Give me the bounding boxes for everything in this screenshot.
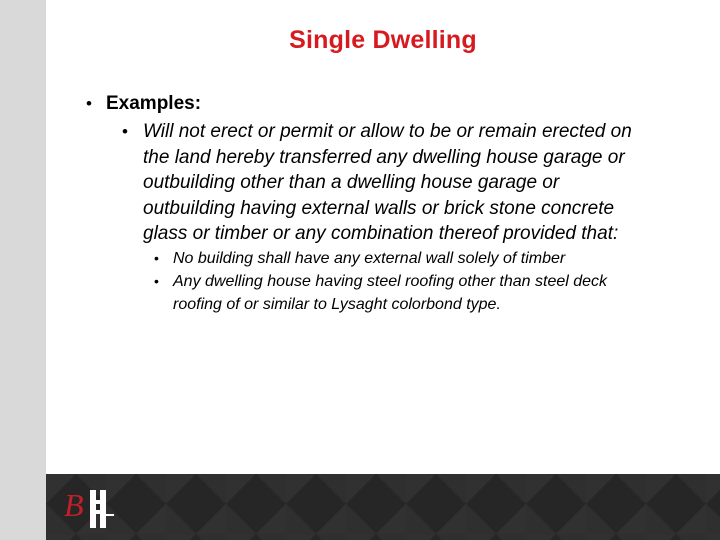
- bullet-level2-text: Will not erect or permit or allow to be or remain erected on the land hereby transferred any dwelling house garage or outbuilding other than a dwelling house garage or outbuilding having external walls or brick stone concrete glass or timber or any combination thereof provided that:: [143, 121, 632, 245]
- bw-logo-icon: [62, 480, 122, 536]
- bullet-level2: [122, 119, 646, 247]
- bullet-level3-text: No building shall have any external wall solely of timber: [173, 249, 566, 267]
- bullet-dot-icon: •: [86, 94, 92, 113]
- slide-content: [86, 90, 646, 316]
- bullet-level1: [86, 90, 646, 118]
- left-sidebar-bar: [0, 0, 46, 540]
- bullet-level3-text: Any dwelling house having steel roofing other than steel deck roofing of or similar to Lysaght colorbond type.: [173, 272, 608, 313]
- bullet-dot-icon: •: [122, 122, 128, 141]
- bullet-level3-item: [154, 270, 646, 316]
- slide-title: Single Dwelling: [289, 26, 477, 54]
- bullet-dot-icon: •: [154, 272, 159, 289]
- bullet-dot-icon: •: [154, 249, 159, 266]
- bullet-level3-item: [154, 247, 646, 270]
- svg-text:B: B: [64, 487, 84, 523]
- bullet-level1-text: Examples:: [106, 93, 202, 114]
- footer-band: [46, 474, 720, 540]
